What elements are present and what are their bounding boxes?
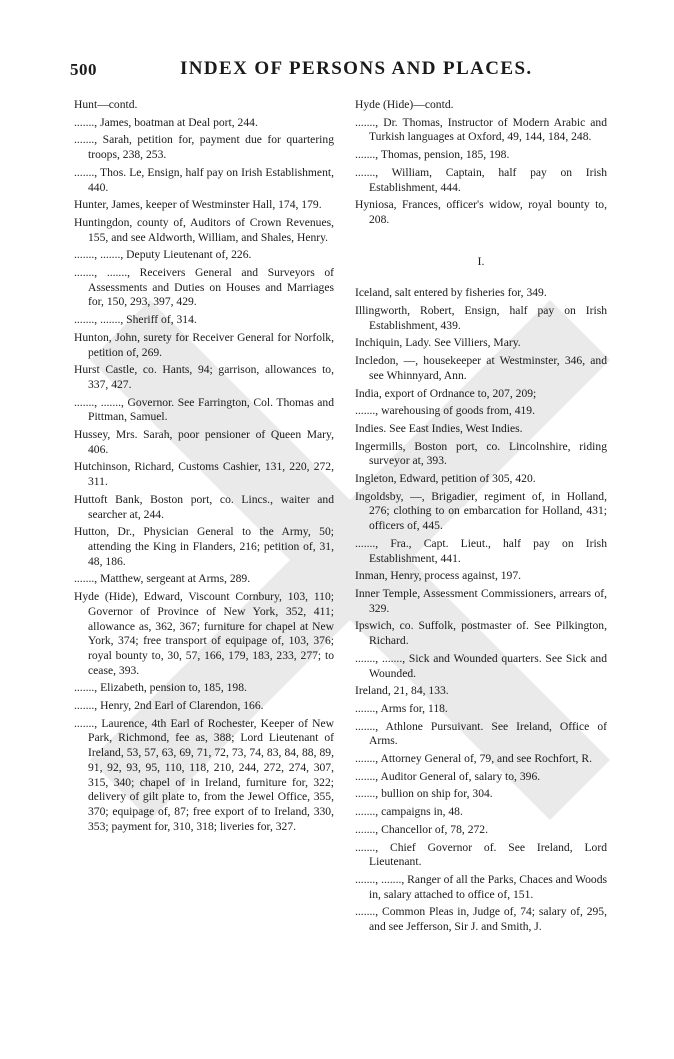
index-entry: Hunton, John, surety for Receiver General for Norfolk, petition of, 269. bbox=[74, 330, 334, 359]
index-entry: Ingleton, Edward, petition of 305, 420. bbox=[355, 472, 536, 486]
index-entry: ......., ......., Sick and Wounded quarters. See Sick and Wounded. bbox=[355, 651, 607, 680]
index-entry: Ireland, 21, 84, 133. bbox=[355, 684, 449, 698]
index-entry: ......., Chief Governor of. See Ireland, Lord Lieutenant. bbox=[355, 840, 607, 869]
index-entry: ......., Athlone Pursuivant. See Ireland, Office of Arms. bbox=[355, 719, 607, 748]
left-column bbox=[74, 98, 334, 837]
page-number: 500 bbox=[70, 60, 97, 79]
index-entry: Hyniosa, Frances, officer's widow, royal bounty to, 208. bbox=[355, 198, 607, 226]
index-entry: ......., James, boatman at Deal port, 244. bbox=[74, 115, 258, 129]
index-entry: ......., ......., Deputy Lieutenant of, 226. bbox=[74, 248, 252, 262]
index-entry: Hyde (Hide)—contd. bbox=[355, 98, 454, 111]
index-entry: ......., Henry, 2nd Earl of Clarendon, 166. bbox=[74, 699, 264, 713]
index-entry: Illingworth, Robert, Ensign, half pay on Irish Establishment, 439. bbox=[355, 304, 607, 332]
index-entry: ......., William, Captain, half pay on Irish Establishment, 444. bbox=[355, 165, 607, 194]
index-entry: ......., Matthew, sergeant at Arms, 289. bbox=[74, 572, 251, 586]
index-entry: Ipswich, co. Suffolk, postmaster of. See Pilkington, Richard. bbox=[355, 619, 607, 648]
index-entry: ......., warehousing of goods from, 419. bbox=[355, 404, 536, 418]
index-entry: ......., Sarah, petition for, payment due for quartering troops, 238, 253. bbox=[74, 133, 334, 162]
index-entry: ......., bullion on ship for, 304. bbox=[355, 787, 493, 801]
index-entry: Inner Temple, Assessment Commissioners, arrears of, 329. bbox=[355, 586, 607, 615]
index-entry: Hunt—contd. bbox=[74, 98, 138, 111]
index-entry: Ingermills, Boston port, co. Lincolnshire, riding surveyor at, 393. bbox=[355, 439, 607, 468]
index-entry: ......., Attorney General of, 79, and see Rochfort, R. bbox=[355, 752, 592, 766]
section-letter-heading: I. bbox=[477, 253, 485, 268]
index-entry: Inchiquin, Lady. See Villiers, Mary. bbox=[355, 336, 521, 350]
index-entry: ......., Thomas, pension, 185, 198. bbox=[355, 148, 510, 162]
index-entry: Hurst Castle, co. Hants, 94; garrison, allowances to, 337, 427. bbox=[74, 363, 334, 391]
index-entry: ......., campaigns in, 48. bbox=[355, 805, 463, 819]
running-title: INDEX OF PERSONS AND PLACES. bbox=[180, 58, 533, 79]
index-entry: ......., ......., Ranger of all the Parks, Chaces and Woods in, salary attached to office of, 151. bbox=[355, 872, 607, 901]
index-entry: Incledon, —, housekeeper at Westminster, 346, and see Whinnyard, Ann. bbox=[355, 354, 607, 382]
index-entry: ......., ......., Receivers General and Surveyors of Assessments and Duties on Houses and Marriages for, 150, 293, 397, 429. bbox=[74, 266, 334, 309]
index-entry: Iceland, salt entered by fisheries for, 349. bbox=[355, 286, 547, 300]
index-entry: ......., Arms for, 118. bbox=[355, 701, 448, 715]
index-entry: ......., Elizabeth, pension to, 185, 198. bbox=[74, 681, 247, 695]
index-entry: ......., ......., Sheriff of, 314. bbox=[74, 313, 197, 327]
index-entry: Ingoldsby, —, Brigadier, regiment of, in Holland, 276; clothing to on embarcation for Holland, 431; officers of, 445. bbox=[355, 489, 607, 533]
index-entry: ......., Auditor General of, salary to, 396. bbox=[355, 769, 541, 783]
index-entry: Indies. See East Indies, West Indies. bbox=[355, 421, 523, 435]
index-entry: ......., Thos. Le, Ensign, half pay on Irish Establishment, 440. bbox=[74, 165, 334, 194]
index-entry: ......., Laurence, 4th Earl of Rochester, Keeper of New Park, Richmond, fee as, 388; Lord Lieutenant of Ireland, 53, 57, 63, 69, 71, 72, 73, 74, 83, 84, 88, 89, 91, 92, 93, 95, 110, 118, 210, 244, 272, 274, 307, 315, 340; chapel of in Ireland, furniture for, 322; delivery of gilt plate to, from the Jewel Office, 355, 370; equipage of, 87; free export of to Ireland, 330, 353; payment for, 310, 318; liveries for, 327. bbox=[74, 716, 334, 833]
index-entry: Inman, Henry, process against, 197. bbox=[355, 569, 522, 583]
index-entry: Huttoft Bank, Boston port, co. Lincs., waiter and searcher at, 244. bbox=[74, 492, 334, 521]
index-entry: India, export of Ordnance to, 207, 209; bbox=[355, 386, 537, 400]
index-entry: Hussey, Mrs. Sarah, poor pensioner of Queen Mary, 406. bbox=[74, 428, 334, 456]
index-entry: ......., ......., Governor. See Farrington, Col. Thomas and Pittman, Samuel. bbox=[74, 395, 334, 424]
index-entry: ......., Common Pleas in, Judge of, 74; salary of, 295, and see Jefferson, Sir J. and Smith, J. bbox=[355, 905, 607, 934]
index-entry: ......., Dr. Thomas, Instructor of Modern Arabic and Turkish languages at Oxford, 49, 144, 184, 248. bbox=[355, 115, 607, 144]
index-entry: Huntingdon, county of, Auditors of Crown Revenues, 155, and see Aldworth, William, and Shales, Henry. bbox=[74, 215, 334, 244]
index-entry: Hutchinson, Richard, Customs Cashier, 131, 220, 272, 311. bbox=[74, 460, 334, 489]
index-entry: Hutton, Dr., Physician General to the Army, 50; attending the King in Flanders, 216; petition of, 31, 48, 186. bbox=[74, 525, 334, 568]
index-entry: Hyde (Hide), Edward, Viscount Cornbury, 103, 110; Governor of Province of New York, 352, 411; allowance as, 362, 367; furniture for chapel at New York, 374; free transport of equipage of, 103, 376; royal bounty to, 30, 57, 166, 179, 183, 233, 277; to cease, 393. bbox=[74, 590, 334, 677]
index-entry: ......., Fra., Capt. Lieut., half pay on Irish Establishment, 441. bbox=[355, 536, 607, 565]
index-entry: ......., Chancellor of, 78, 272. bbox=[355, 822, 488, 836]
index-entry: Hunter, James, keeper of Westminster Hall, 174, 179. bbox=[74, 198, 322, 212]
right-column bbox=[355, 98, 607, 938]
